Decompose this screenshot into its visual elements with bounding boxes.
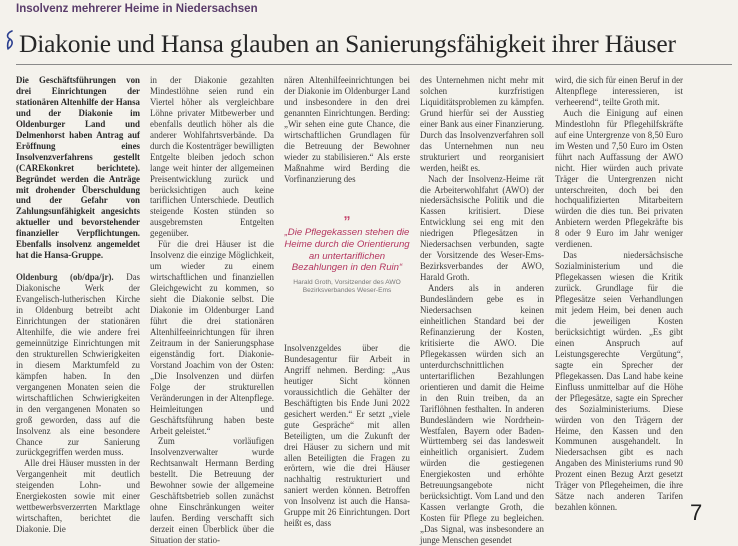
body-paragraph: Nach der Insolvenz-Heime rät die Arbeiterwohlfahrt (AWO) der niedersächsische Politik und die Kassen kritisiert. Diese Entwicklung sei eng mit den niedrigen Pflegesätzen in Niedersachsen verbunden, sagte der Vorsitzende des Weser-Ems-Bezirksverbandes der AWO, Harald Groth. [420, 173, 544, 283]
body-paragraph: in der Diakonie gezahlten Mindestlöhne seien rund ein Viertel höher als vergleichbare Löhne privater Mitbewerber und ebenfalls deutlich höher als die anderer Wohlfahrtsverbände. Da durch die Kostenträger bewilligten Entgelte bleiben jedoch schon lange weit hinter der allgemeinen Preisentwicklung zurück und berücksichtigen auch keine tariflichen Unterschiede. Deutlich steigende Kosten stünden so ausgebremsten Entgelten gegenüber. [150, 75, 274, 239]
quote-mark: „ [343, 205, 351, 221]
pull-quote-source: Harald Groth, Vorsitzender des AWO Bezirksverbandes Weser-Ems [293, 279, 401, 295]
handwritten-mark-icon [3, 29, 19, 51]
column-3 [284, 75, 410, 529]
body-paragraph: Auch die Einigung auf einen Mindestlohn für Pflegehilfskräfte auf eine Untergrenze von 8,50 Euro im Westen und 7,50 Euro im Osten führt nach Auffassung der AWO nicht. Hier würden auch private Träger die Untergrenzen nicht unterschreiten, doch bei den hochqualifizierten Mitarbeitern würden die dies tun. Bei privaten Anbietern werden Pflegekräfte bis 8 oder 9 Euro im Jahr weniger verdienen. [555, 107, 683, 250]
article-headline: Diakonie und Hansa glauben an Sanierungsfähigkeit ihrer Häuser [19, 29, 676, 58]
body-text: Das Diakonische Werk der Evangelisch-lutherischen Kirche in Oldenburg betreibt acht Einrichtungen der stationären Altenhilfe, die wie andere frei gemeinnützige Einrichtungen mit den strukturellen Schwierigkeiten in diesem Marktumfeld zu kämpfen haben. In den vergangenen Monaten seien die wirtschaftlichen Schwierigkeiten in den vergangenen Monaten so groß geworden, dass auf die Insolvenz als eine besondere Chance zur Sanierung zurückgegriffen werden muss. [16, 272, 140, 458]
headline-divider [16, 64, 732, 65]
body-paragraph: Für die drei Häuser ist die Insolvenz die einzige Möglichkeit, um wieder zu einem wirtschaftlichen und finanziellen Gleichgewicht zu kommen, so sieht die Diakonie selbst. Die Diakonie im Oldenburger Land führt die drei stationären Altenhilfeeinrichtungen für ihren Zeitraum in der Sanierungsphase eigenständig fort. Diakonie-Vorstand Joachim von der Osten: „Die Insolvenzen und dürfen Folge der strukturellen Veränderungen in der Altenpflege. Heimleitungen und Geschäftsführung haben beste Arbeit geleistet.“ [150, 239, 274, 436]
body-paragraph: Alle drei Häuser mussten in der Vergangenheit mit deutlich steigenden Lohn- und Energiekosten sowie mit einer wettbewerbsverzerrten Marktlage wirtschaften, berichtet die Diakonie. Die [16, 458, 140, 535]
lead-paragraph: Die Geschäftsführungen von drei Einrichtungen der stationären Altenhilfe der Hansa und der Diakonie im Oldenburger Land und Delmenhorst haben Antrag auf Eröffnung eines Insolvenzverfahrens gestellt (CAREkonkret berichtete). Begründet werden die Anträge mit drohender Überschuldung und der Gefahr von Zahlungsunfähigkeit angesichts aktueller und bevorstehender finanzieller Verpflichtungen. Ebenfalls insolvenz angemeldet hat die Hansa-Gruppe. [16, 75, 140, 261]
body-paragraph: Zum vorläufigen Insolvenzverwalter wurde Rechtsanwalt Hermann Berding bestellt. Die Betreuung der Bewohner sowie der allgemeine Geschäftsbetrieb sollen zunächst ohne Einschränkungen weiter laufen. Berding verschafft sich derzeit einen Überblick über die Situation der statio- [150, 436, 274, 546]
dateline: Oldenburg (ob/dpa/jr). [16, 272, 114, 283]
handwritten-page-number: 7 [690, 500, 703, 525]
column-1 [16, 75, 140, 535]
pull-quote [284, 205, 410, 333]
body-paragraph: nären Altenhilfeeinrichtungen bei der Diakonie im Oldenburger Land und insbesondere in den drei genannten Einrichtungen. Berding: „Wir sehen eine gute Chance, die wirtschaftlichen Grundlagen für die Betreuung der Bewohner wieder zu stabilisieren.“ Als erste Maßnahme wird Berding die Vorfinanzierung des [284, 75, 410, 184]
column-4 [420, 75, 544, 546]
pull-quote-text: „Die Pflegekassen stehen die Heime durch die Orientierung an untertariflichen Bezahlungen in den Ruin“ [284, 226, 410, 274]
body-paragraph: Insolvenzgeldes über die Bundesagentur für Arbeit in Angriff nehmen. Berding: „Aus heutiger Sicht können voraussichtlich die Gehälter der Beschäftigten bis Ende Juni 2022 gesichert werden.“ Er setzt „viele gute Gespräche“ mit allen Beteiligten, um die Zukunft der drei Häuser zu sichern und mit allen Beteiligten die Fragen zu erörtern, wie die drei Häuser nachhaltig restrukturiert und saniert werden können. Betroffen von Insolvenz ist auch die Hansa-Gruppe mit 26 Einrichtungen. Dort heißt es, dass [284, 343, 410, 529]
body-paragraph: Anders als in anderen Bundesländern gebe es in Niedersachsen keinen einheitlichen Standard bei der Refinanzierung der Kosten, kritisierte die AWO. Die Pflegekassen würden sich an unterdurchschnittlichen untertariflichen Bezahlungen orientieren und damit die Heime in den Ruin treiben, da an Tariflöhnen festhalten. In anderen Bundesländern wie Nordrhein-Westfalen, Bayern oder Baden-Württemberg sei das landesweit einheitlich organisiert. Zudem würden die gestiegenen Energiekosten und erhöhte Betreuungsangebote nicht berücksichtigt. Vom Land und den Kassen verlangte Groth, die Kosten für Pflege zu begleichen. „Das Signal, was insbesondere an junge Menschen gesendet [420, 283, 544, 546]
column-2 [150, 75, 274, 546]
body-paragraph [16, 272, 140, 458]
body-paragraph: Das niedersächsische Sozialministerium und die Pflegekassen wiesen die Kritik zurück. Grundlage für die Pflegesätze seien Verhandlungen mit jedem Heim, bei denen auch die jeweiligen Kosten berücksichtigt würden. „Es gibt einen Anspruch auf Leistungsgerechte Vergütung“, sagte ein Sprecher der Pflegekassen. Das Land habe keine Einfluss unmittelbar auf die Höhe der Pflegesätze, sagte ein Sprecher des Sozialministeriums. Diese würden von den Trägern der Heime, den Kassen und den Kommunen ausgehandelt. In Niedersachsen gibt es nach Angaben des Ministeriums rund 90 Prozent einen Bezug Arzt gesetzt Träger von Pflegeheimen, die ihre Sätze nach anderen Tarifen bezahlen können. [555, 250, 683, 513]
article-kicker: Insolvenz mehrerer Heime in Niedersachsen [16, 3, 258, 15]
column-5 [555, 75, 683, 529]
body-paragraph: wird, die sich für einen Beruf in der Altenpflege interessieren, ist verheerend“, teilte Groth mit. [555, 75, 683, 107]
body-paragraph: des Unternehmen nicht mehr mit solchen kurzfristigen Liquiditätsproblemen zu kämpfen. Grund hierfür sei der Ausstieg einer Bank aus einer Finanzierung. Durch das Insolvenzverfahren soll das Unternehmen nun neu strukturiert und reorganisiert werden, heißt es. [420, 75, 544, 173]
